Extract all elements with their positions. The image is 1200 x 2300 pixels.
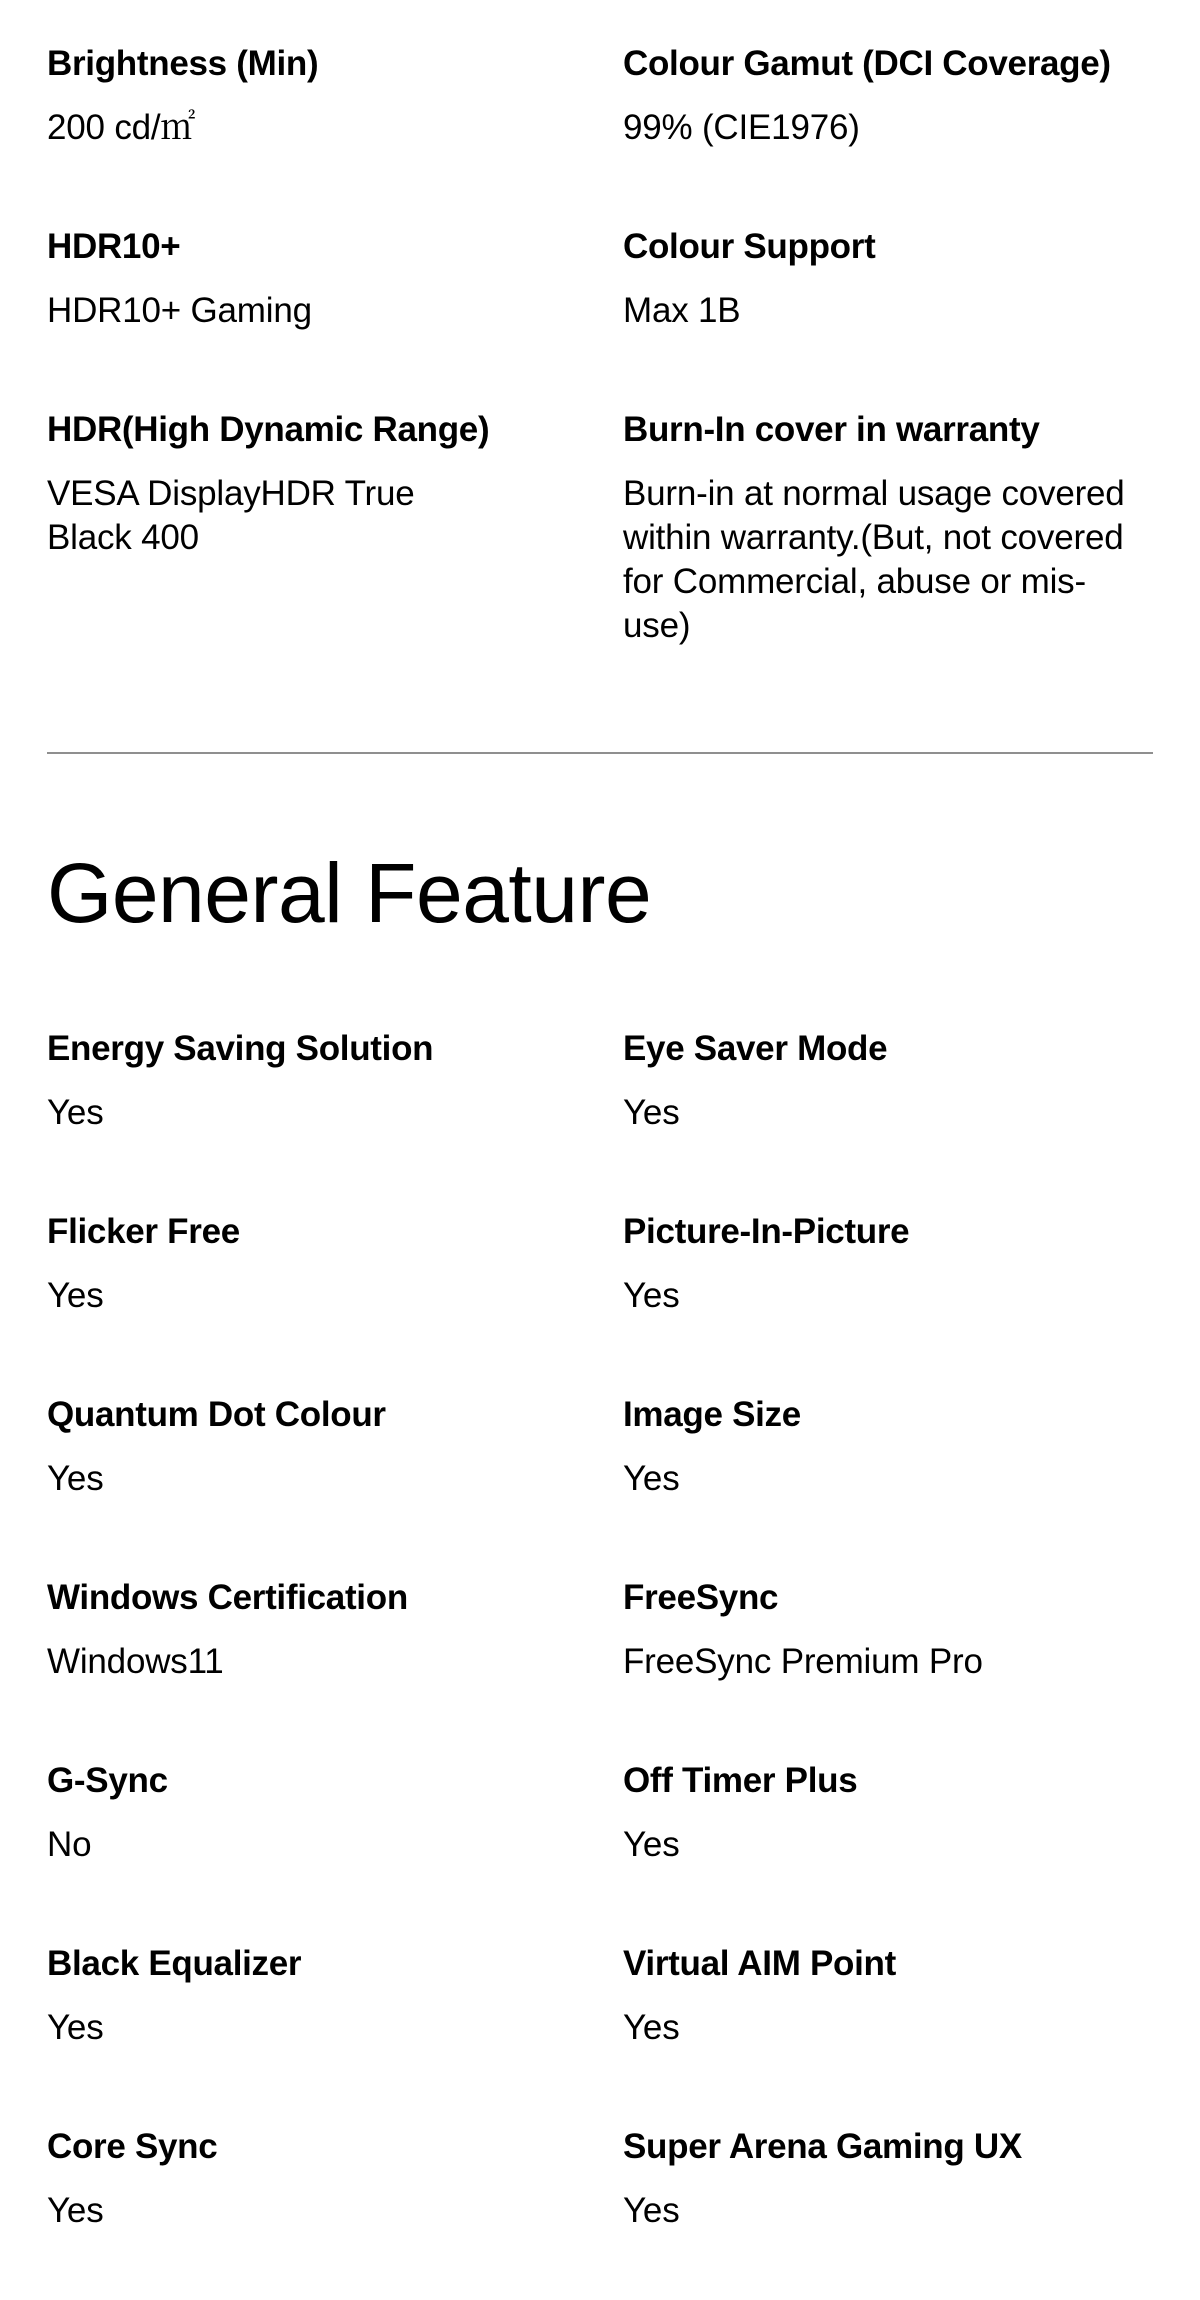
- spec-item-hdr: [47, 366, 623, 650]
- spec-name: Virtual AIM Point: [623, 1944, 896, 1983]
- spec-name: G-Sync: [47, 1761, 168, 1800]
- spec-item-colour-gamut: [623, 0, 1153, 183]
- spec-value: Yes: [623, 1459, 680, 1498]
- spec-item-brightness-min: [47, 0, 623, 183]
- spec-name: Picture-In-Picture: [623, 1212, 910, 1251]
- spec-item-black-equalizer: [47, 1900, 623, 2083]
- spec-name: Black Equalizer: [47, 1944, 302, 1983]
- spec-item-eye-saver: [623, 985, 1153, 1168]
- spec-name: Brightness (Min): [47, 44, 319, 83]
- spec-value: FreeSync Premium Pro: [623, 1642, 983, 1681]
- spec-value: HDR10+ Gaming: [47, 291, 312, 330]
- spec-name: FreeSync: [623, 1578, 779, 1617]
- spec-name: Off Timer Plus: [623, 1761, 858, 1800]
- spec-item-energy-saving: [47, 985, 623, 1168]
- display-spec-grid: [47, 0, 1153, 650]
- spec-item-picture-in-picture: [623, 1168, 1153, 1351]
- spec-name: Flicker Free: [47, 1212, 240, 1251]
- spec-value: No: [47, 1825, 92, 1864]
- spec-item-virtual-aim-point: [623, 1900, 1153, 2083]
- spec-item-freesync: [623, 1534, 1153, 1717]
- spec-item-burn-in-warranty: [623, 366, 1153, 650]
- spec-value: Yes: [47, 1093, 104, 1132]
- spec-value: Yes: [47, 2191, 104, 2230]
- section-title-general-feature: General Feature: [47, 846, 652, 940]
- spec-name: Core Sync: [47, 2127, 218, 2166]
- spec-name: Super Arena Gaming UX: [623, 2127, 1022, 2166]
- spec-value: Windows11: [47, 1642, 224, 1681]
- spec-value: Burn-in at normal usage covered within warranty.(But, not covered for Commercial, abuse or mis-use): [623, 474, 1125, 645]
- spec-value: Yes: [47, 1276, 104, 1315]
- spec-item-off-timer-plus: [623, 1717, 1153, 1900]
- spec-value: VESA DisplayHDR True Black 400: [47, 474, 415, 557]
- spec-content: [47, 0, 1153, 2230]
- spec-value: 99% (CIE1976): [623, 108, 860, 147]
- spec-value: Max 1B: [623, 291, 741, 330]
- spec-value: Yes: [623, 1093, 680, 1132]
- spec-item-windows-certification: [47, 1534, 623, 1717]
- spec-item-super-arena-gaming-ux: [623, 2083, 1153, 2266]
- spec-name: Quantum Dot Colour: [47, 1395, 386, 1434]
- spec-name: HDR10+: [47, 227, 181, 266]
- spec-value: Yes: [623, 2008, 680, 2047]
- spec-name: Image Size: [623, 1395, 801, 1434]
- spec-value: Yes: [47, 2008, 104, 2047]
- spec-name: Energy Saving Solution: [47, 1029, 434, 1068]
- spec-item-quantum-dot: [47, 1351, 623, 1534]
- spec-item-g-sync: [47, 1717, 623, 1900]
- spec-name: HDR(High Dynamic Range): [47, 410, 490, 449]
- spec-value: 200 cd/㎡: [47, 108, 196, 147]
- spec-item-flicker-free: [47, 1168, 623, 1351]
- spec-name: Burn-In cover in warranty: [623, 410, 1040, 449]
- general-feature-grid: [47, 985, 1153, 2266]
- spec-value: Yes: [623, 2191, 680, 2230]
- spec-item-hdr10-plus: [47, 183, 623, 366]
- section-divider: [47, 752, 1153, 754]
- spec-item-colour-support: [623, 183, 1153, 366]
- spec-item-core-sync: [47, 2083, 623, 2266]
- spec-name: Colour Gamut (DCI Coverage): [623, 44, 1111, 83]
- spec-value: Yes: [47, 1459, 104, 1498]
- spec-value: Yes: [623, 1276, 680, 1315]
- spec-value: Yes: [623, 1825, 680, 1864]
- spec-name: Eye Saver Mode: [623, 1029, 888, 1068]
- spec-item-image-size: [623, 1351, 1153, 1534]
- spec-name: Windows Certification: [47, 1578, 408, 1617]
- spec-name: Colour Support: [623, 227, 876, 266]
